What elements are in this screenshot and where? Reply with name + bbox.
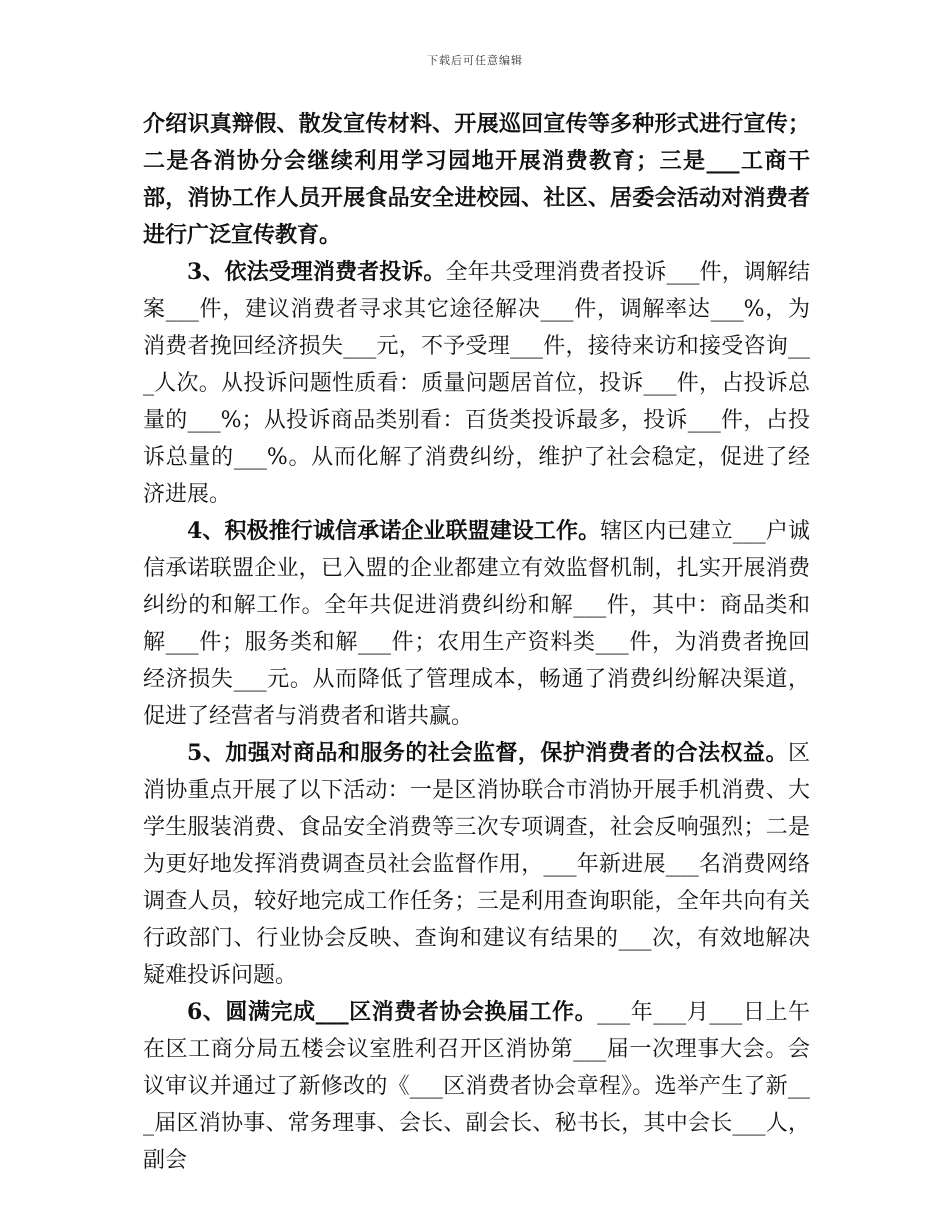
paragraph-heading: 6、圆满完成___区消费者协会换届工作。 bbox=[187, 999, 598, 1025]
paragraph-body: ___年___月___日上午在区工商分局五楼会议室胜利召开区消协第___届一次理事大会。会议审议并通过了新修改的《___区消费者协会章程》。选举产生了新___届区消协事、常务理事、会长、副会长、秘书长，其中会长___人，副会 bbox=[143, 1000, 810, 1173]
paragraph-heading: 5、加强对商品和服务的社会监督，保护消费者的合法权益。 bbox=[187, 740, 788, 766]
paragraph-body: 区消协重点开展了以下活动：一是区消协联合市消协开展手机消费、大学生服装消费、食品安全消费等三次专项调查，社会反响强烈；二是为更好地发挥消费调查员社会监督作用，___年新进展___名消费网络调查人员，较好地完成工作任务；三是利用查询职能，全年共向有关行政部门、行业协会反映、查询和建议有结果的___次，有效地解决疑难投诉问题。 bbox=[143, 741, 810, 988]
paragraph-4-alliance bbox=[143, 513, 810, 735]
paragraph-heading: 3、依法受理消费者投诉。 bbox=[187, 259, 446, 285]
paragraph-body: 全年共受理消费者投诉___件，调解结案___件，建议消费者寻求其它途径解决___件，调解率达___%，为消费者挽回经济损失___元，不予受理___件，接待来访和接受咨询___人次。从投诉问题性质看：质量问题居首位，投诉___件，占投诉总量的___%；从投诉商品类别看：百货类投诉最多，投诉___件，占投诉总量的___%。从而化解了消费纠纷，维护了社会稳定，促进了经济进展。 bbox=[143, 260, 810, 507]
paragraph-body: 辖区内已建立___户诚信承诺联盟企业，已入盟的企业都建立有效监督机制，扎实开展消费纠纷的和解工作。全年共促进消费纠纷和解___件，其中：商品类和解___件；服务类和解___件；农用生产资料类___件，为消费者挽回经济损失___元。从而降低了管理成本，畅通了消费纠纷解决渠道，促进了经营者与消费者和谐共赢。 bbox=[143, 519, 810, 729]
paragraph-body: 介绍识真辩假、散发宣传材料、开展巡回宣传等多种形式进行宣传；二是各消协分会继续利用学习园地开展消费教育；三是___工商干部，消协工作人员开展食品安全进校园、社区、居委会活动对消费者进行广泛宣传教育。 bbox=[143, 111, 810, 248]
paragraph-3-complaints bbox=[143, 254, 810, 513]
document-body bbox=[143, 106, 810, 1179]
paragraph-continued bbox=[143, 106, 810, 254]
paragraph-5-supervision bbox=[143, 735, 810, 994]
paragraph-6-election bbox=[143, 994, 810, 1179]
paragraph-heading: 4、积极推行诚信承诺企业联盟建设工作。 bbox=[187, 518, 601, 544]
page-header: 下载后可任意编辑 bbox=[427, 54, 523, 67]
